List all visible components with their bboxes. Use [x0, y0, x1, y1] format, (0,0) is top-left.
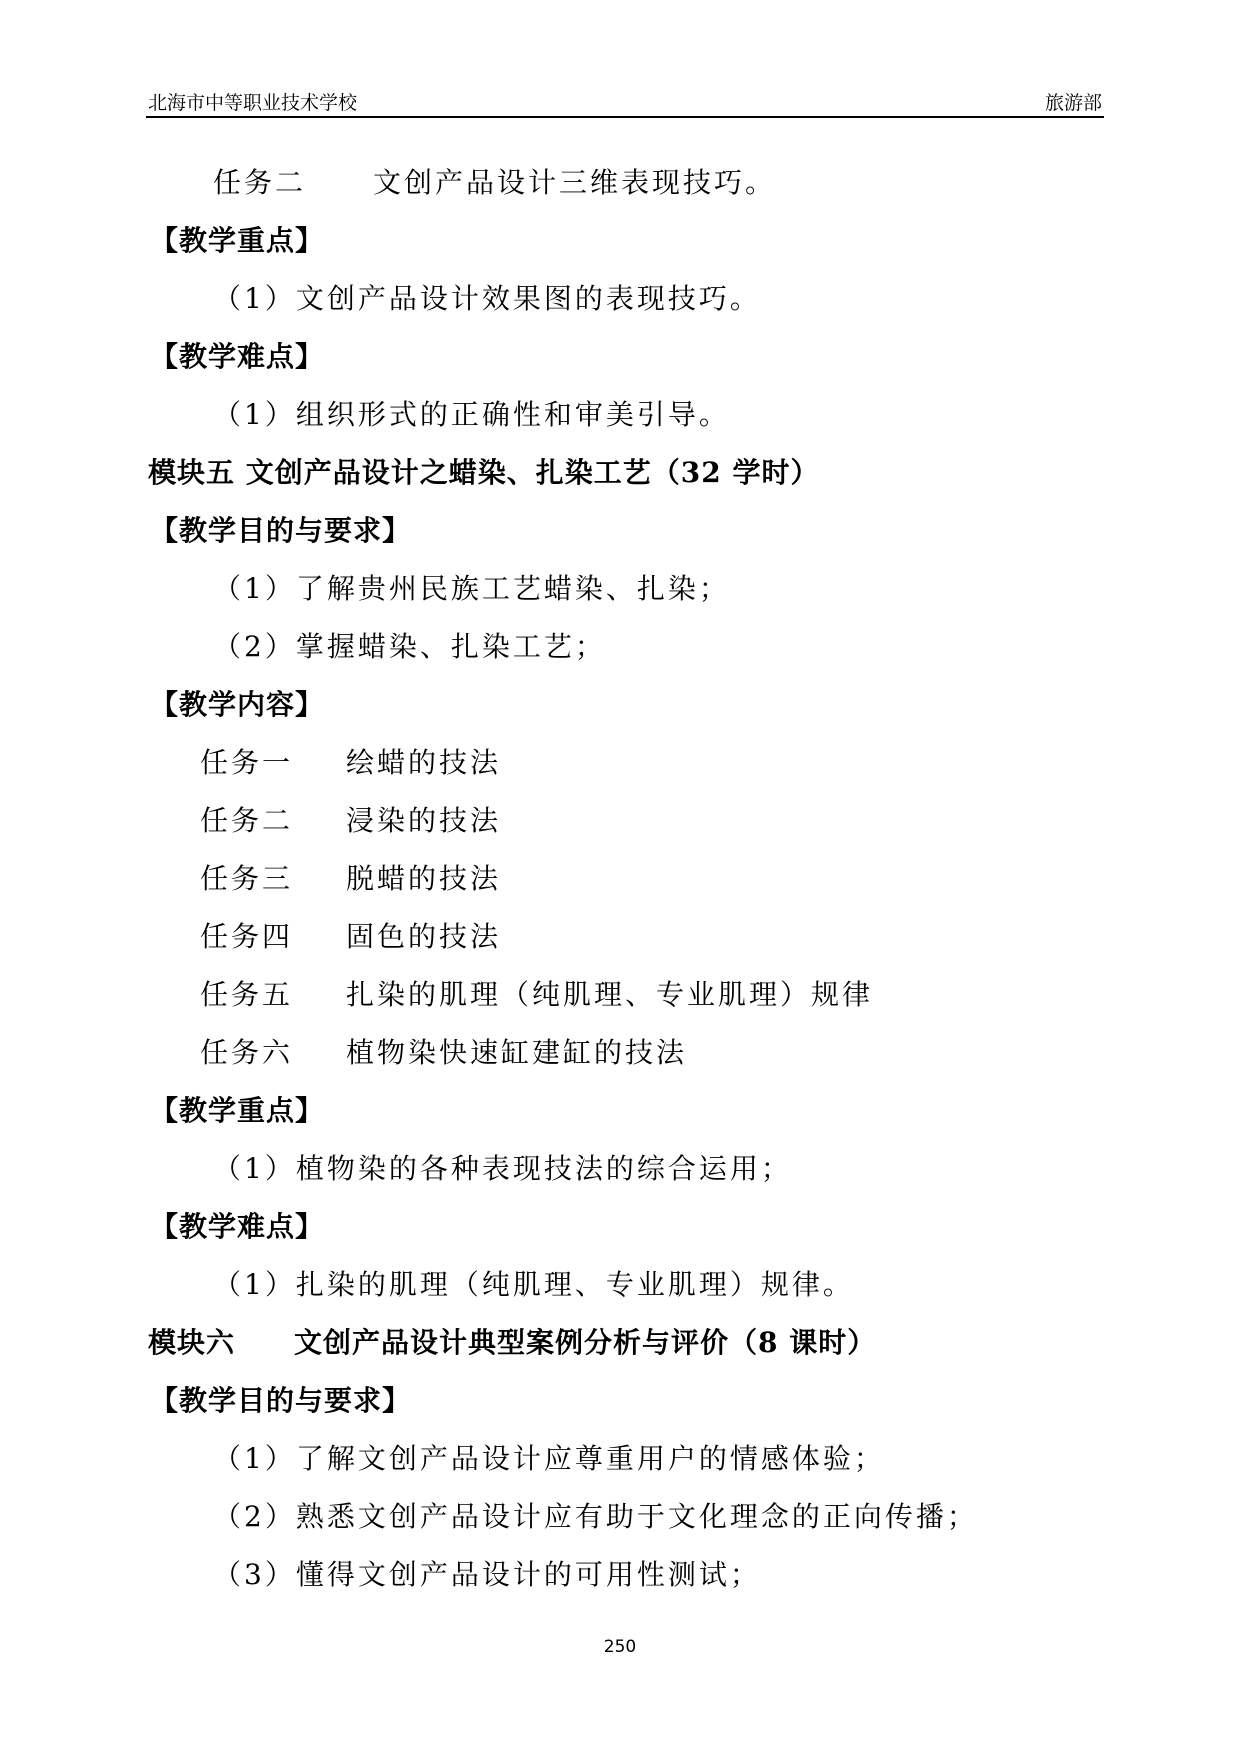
header-department: 旅游部 [1044, 92, 1102, 114]
task-label: 任务三 [200, 862, 294, 895]
section-heading: 【教学目的与要求】 [150, 514, 412, 547]
section-heading: 【教学重点】 [150, 1094, 325, 1127]
section-heading: 【教学目的与要求】 [150, 1384, 412, 1417]
module-label: 模块六 [148, 1326, 236, 1359]
list-item: （1）扎染的肌理（纯肌理、专业肌理）规律。 [213, 1268, 854, 1301]
list-item: （2）熟悉文创产品设计应有助于文化理念的正向传播； [213, 1500, 978, 1533]
header-school: 北海市中等职业技术学校 [148, 92, 358, 114]
task-text: 扎染的肌理（纯肌理、专业肌理）规律 [346, 978, 874, 1011]
task-label: 任务六 [200, 1036, 294, 1069]
list-item: （3）懂得文创产品设计的可用性测试； [213, 1558, 761, 1591]
task-text: 绘蜡的技法 [346, 746, 502, 779]
task-line [200, 975, 873, 1015]
list-item: （1）植物染的各种表现技法的综合运用； [213, 1152, 792, 1185]
list-item: （1）组织形式的正确性和审美引导。 [213, 398, 730, 431]
module-title [148, 1323, 876, 1363]
module-title: 模块五 文创产品设计之蜡染、扎染工艺（32 学时） [148, 456, 820, 489]
section-heading: 【教学重点】 [150, 224, 325, 257]
task-text: 脱蜡的技法 [346, 862, 502, 895]
list-item: （1）了解文创产品设计应尊重用户的情感体验； [213, 1442, 885, 1475]
list-item: （1）了解贵州民族工艺蜡染、扎染； [213, 572, 730, 605]
task-text: 植物染快速缸建缸的技法 [346, 1036, 688, 1069]
task-label: 任务二 [200, 804, 294, 837]
task-label: 任务五 [200, 978, 294, 1011]
task-line [200, 1033, 687, 1073]
module-text: 文创产品设计典型案例分析与评价（8 课时） [294, 1326, 877, 1359]
section-heading: 【教学难点】 [150, 1210, 325, 1243]
task-label: 任务二 [213, 166, 307, 199]
task-line [200, 801, 501, 841]
list-item: （1）文创产品设计效果图的表现技巧。 [213, 282, 761, 315]
section-heading: 【教学难点】 [150, 340, 325, 373]
task-label: 任务一 [200, 746, 294, 779]
section-heading: 【教学内容】 [150, 688, 325, 721]
task-line [200, 859, 501, 899]
task-label: 任务四 [200, 920, 294, 953]
task-text: 固色的技法 [346, 920, 502, 953]
task-text: 文创产品设计三维表现技巧。 [373, 166, 777, 199]
task-line [213, 163, 776, 203]
list-item: （2）掌握蜡染、扎染工艺； [213, 630, 606, 663]
task-text: 浸染的技法 [346, 804, 502, 837]
task-line [200, 743, 501, 783]
task-line [200, 917, 501, 957]
page-header [146, 86, 1104, 118]
page-number: 250 [603, 1637, 637, 1657]
